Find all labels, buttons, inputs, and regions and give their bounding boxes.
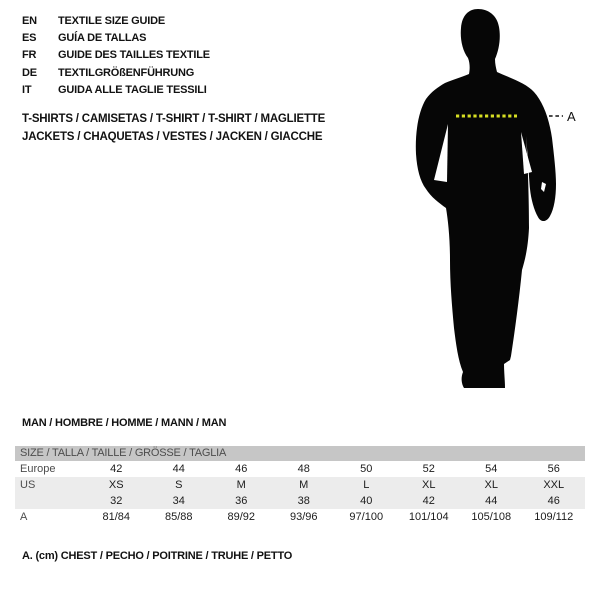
- table-row-numeric: [15, 493, 585, 509]
- language-code: ES: [22, 32, 37, 45]
- category-line-jackets: JACKETS / CHAQUETAS / VESTES / JACKEN / GIACCHE: [22, 131, 323, 143]
- language-code: FR: [22, 49, 37, 62]
- man-silhouette-svg: [400, 0, 600, 400]
- size-value: 56: [547, 463, 560, 475]
- table-header: SIZE / TALLA / TAILLE / GRÖSSE / TAGLIA: [15, 446, 585, 461]
- size-value: 46: [235, 463, 248, 475]
- size-value: 109/112: [534, 511, 574, 523]
- size-value: 89/92: [227, 511, 256, 523]
- category-line-tshirts: T-SHIRTS / CAMISETAS / T-SHIRT / T-SHIRT / MAGLIETTE: [22, 113, 326, 125]
- language-row: [22, 47, 210, 64]
- size-value: 85/88: [164, 511, 193, 523]
- size-value: 97/100: [349, 511, 384, 523]
- language-row: [22, 13, 210, 30]
- size-value: M: [299, 479, 309, 491]
- size-value: 44: [485, 495, 498, 507]
- measure-label: A: [567, 109, 576, 124]
- size-value: 46: [547, 495, 560, 507]
- language-list: [22, 13, 210, 99]
- size-value: XL: [484, 479, 498, 491]
- table-row-chest: [15, 509, 585, 525]
- size-value: 52: [422, 463, 435, 475]
- size-value: 40: [360, 495, 373, 507]
- footnote: A. (cm) CHEST / PECHO / POITRINE / TRUHE / PETTO: [22, 550, 293, 562]
- row-label: Europe: [20, 463, 56, 475]
- row-label: US: [20, 479, 36, 491]
- size-value: 32: [110, 495, 123, 507]
- language-label: GUÍA DE TALLAS: [58, 32, 147, 45]
- size-value: 101/104: [408, 511, 449, 523]
- size-value: 93/96: [289, 511, 318, 523]
- language-label: GUIDA ALLE TAGLIE TESSILI: [58, 83, 207, 96]
- size-value: S: [175, 479, 183, 491]
- size-value: 48: [297, 463, 310, 475]
- language-row: [22, 82, 210, 99]
- size-value: 34: [172, 495, 185, 507]
- size-value: 105/108: [471, 511, 512, 523]
- language-code: EN: [22, 15, 37, 27]
- gender-heading: MAN / HOMBRE / HOMME / MANN / MAN: [22, 417, 227, 429]
- language-label: TEXTILE SIZE GUIDE: [58, 15, 166, 27]
- language-code: IT: [22, 83, 32, 96]
- size-value: M: [236, 479, 246, 491]
- man-figure: [400, 0, 600, 400]
- row-label: [15, 493, 85, 509]
- table-row-europe: [15, 461, 585, 477]
- size-value: 36: [235, 495, 248, 507]
- language-label: TEXTILGRÖßENFÜHRUNG: [58, 66, 195, 79]
- category-lines: [22, 110, 325, 146]
- size-value: 42: [422, 495, 435, 507]
- size-table: [15, 446, 585, 525]
- size-value: 38: [297, 495, 310, 507]
- size-value: 54: [485, 463, 498, 475]
- size-value: 42: [110, 463, 123, 475]
- language-row: [22, 30, 210, 47]
- size-value: XS: [108, 479, 124, 491]
- language-row: [22, 65, 210, 82]
- size-value: 44: [172, 463, 185, 475]
- size-value: 50: [360, 463, 373, 475]
- size-value: XXL: [543, 479, 565, 491]
- size-value: XL: [422, 479, 436, 491]
- man-silhouette: [416, 9, 556, 388]
- size-value: L: [363, 479, 370, 491]
- row-label: A: [20, 511, 28, 523]
- size-value: 81/84: [102, 511, 131, 523]
- language-code: DE: [22, 66, 37, 79]
- table-row-us: [15, 477, 585, 493]
- language-label: GUIDE DES TAILLES TEXTILE: [58, 49, 210, 62]
